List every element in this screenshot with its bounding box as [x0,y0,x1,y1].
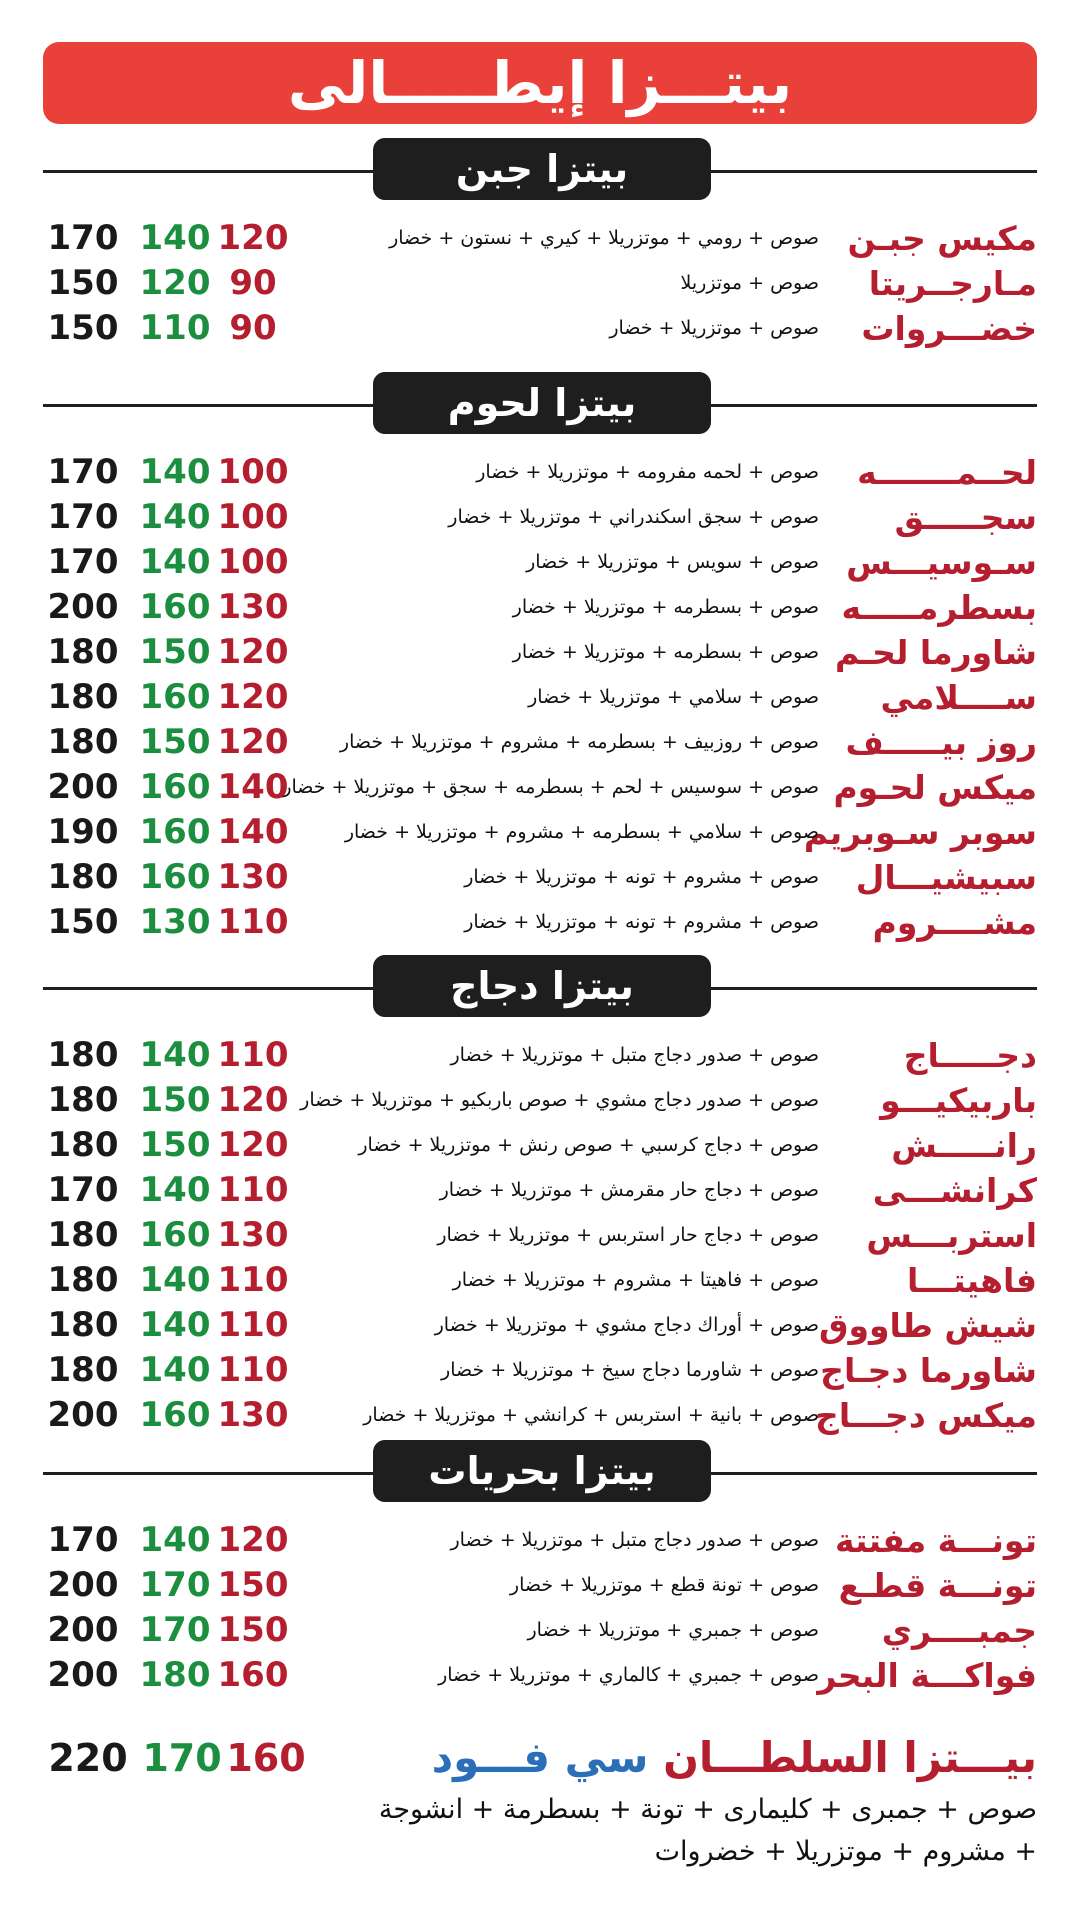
price-medium: 140 [139,1350,211,1390]
price-medium: 140 [139,542,211,582]
item-description: صوص + صدور دجاج متبل + موتزريلا + خضار [450,1044,819,1066]
menu-item [43,855,1037,900]
price-large: 170 [47,542,119,582]
price-medium: 160 [139,587,211,627]
price-large: 180 [47,1305,119,1345]
menu-item [43,1303,1037,1348]
price-large: 150 [47,263,119,303]
price-medium: 170 [139,1565,211,1605]
item-name: مكيس جبـن [847,219,1037,258]
item-description: صوص + صدور دجاج مشوي + صوص باربكيو + موتزريلا + خضار [300,1089,819,1111]
price-small: 140 [217,812,289,852]
item-name: ميكس دجـــاج [815,1396,1037,1435]
price-medium: 150 [139,1125,211,1165]
menu-section [43,372,1037,945]
price-large: 150 [47,902,119,942]
menu-item [43,810,1037,855]
price-small: 100 [217,497,289,537]
special-price-medium: 170 [142,1736,222,1780]
price-small: 160 [217,1655,289,1695]
item-name: فواكـــة البحر [817,1656,1037,1695]
price-medium: 120 [139,263,211,303]
item-name: استربـــس [866,1216,1037,1255]
price-large: 170 [47,497,119,537]
item-description: صوص + موتزريلا + خضار [609,317,819,339]
price-medium: 140 [139,1305,211,1345]
section-title: بيتزا بحريات [373,1440,711,1502]
menu-item [43,720,1037,765]
price-medium: 140 [139,452,211,492]
price-large: 200 [47,1395,119,1435]
item-name: كرانشـــى [872,1171,1037,1210]
item-name: تونـــة مفتتة [835,1521,1037,1560]
item-description: صوص + شاورما دجاج سيخ + موتزريلا + خضار [441,1359,819,1381]
price-large: 200 [47,767,119,807]
price-medium: 140 [139,1260,211,1300]
item-description: صوص + دجاج كرسبي + صوص رنش + موتزريلا + خضار [358,1134,819,1156]
price-medium: 140 [139,218,211,258]
price-large: 180 [47,1260,119,1300]
item-name: مشــــروم [872,903,1037,942]
item-description: صوص + سجق اسكندراني + موتزريلا + خضار [448,506,819,528]
price-medium: 150 [139,1080,211,1120]
price-small: 120 [217,1520,289,1560]
price-medium: 160 [139,857,211,897]
item-description: صوص + صدور دجاج متبل + موتزريلا + خضار [450,1529,819,1551]
menu-item [43,1078,1037,1123]
price-large: 200 [47,587,119,627]
price-small: 110 [217,902,289,942]
special-desc-line2: + مشروم + موتزريلا + خضروات [654,1836,1037,1867]
item-name: بسطرمـــــه [841,588,1037,627]
item-name: سـوسيـــس [846,543,1037,582]
item-description: صوص + فاهيتا + مشروم + موتزريلا + خضار [452,1269,819,1291]
price-large: 170 [47,1520,119,1560]
item-name: شاورما لحـم [835,633,1037,672]
price-medium: 160 [139,1395,211,1435]
item-description: صوص + رومي + موتزريلا + كيري + نستون + خضار [389,227,819,249]
price-small: 110 [217,1035,289,1075]
menu-item [43,450,1037,495]
item-description: صوص + جمبري + كالماري + موتزريلا + خضار [438,1664,819,1686]
item-name: سوبر سـوبريم [803,813,1037,852]
price-medium: 160 [139,767,211,807]
price-large: 200 [47,1610,119,1650]
price-medium: 110 [139,308,211,348]
menu-item [43,630,1037,675]
menu-item [43,1393,1037,1438]
price-small: 120 [217,677,289,717]
menu-item [43,1258,1037,1303]
price-medium: 170 [139,1610,211,1650]
item-name: شيش طاووق [818,1306,1037,1345]
menu-title-banner [43,42,1037,124]
price-small: 110 [217,1260,289,1300]
price-large: 170 [47,452,119,492]
price-small: 130 [217,1395,289,1435]
price-small: 130 [217,587,289,627]
item-name: تونـــة قطـع [838,1566,1037,1605]
price-medium: 160 [139,1215,211,1255]
price-medium: 150 [139,722,211,762]
item-name: ميكس لحـوم [833,768,1037,807]
price-small: 140 [217,767,289,807]
price-small: 130 [217,857,289,897]
menu-item [43,216,1037,261]
price-large: 150 [47,308,119,348]
price-small: 110 [217,1350,289,1390]
menu-item [43,585,1037,630]
price-small: 110 [217,1305,289,1345]
item-name: خضـــروات [861,309,1037,348]
menu-item [43,540,1037,585]
price-small: 120 [217,218,289,258]
menu-item [43,261,1037,306]
item-name: جمبــــري [881,1611,1037,1650]
special-price-large: 220 [48,1736,128,1780]
price-large: 200 [47,1655,119,1695]
price-large: 170 [47,1170,119,1210]
price-medium: 150 [139,632,211,672]
item-name: رانـــــش [891,1126,1037,1165]
price-large: 180 [47,677,119,717]
item-description: صوص + لحمه مفرومه + موتزريلا + خضار [476,461,819,483]
menu-item [43,1608,1037,1653]
menu-title: بيتـــزا إيطـــــالى [287,49,793,117]
price-large: 180 [47,1350,119,1390]
section-title: بيتزا دجاج [373,955,711,1017]
price-small: 120 [217,632,289,672]
special-title-red: بيـــتزا السلطـــان [663,1733,1037,1782]
item-description: صوص + جمبري + موتزريلا + خضار [527,1619,819,1641]
section-title: بيتزا لحوم [373,372,711,434]
price-medium: 140 [139,497,211,537]
price-medium: 140 [139,1170,211,1210]
price-small: 130 [217,1215,289,1255]
item-description: صوص + سلامي + موتزريلا + خضار [528,686,819,708]
item-name: دجـــــاج [903,1036,1037,1075]
item-name: سجـــــق [894,498,1037,537]
menu-item [43,1033,1037,1078]
item-description: صوص + مشروم + تونه + موتزريلا + خضار [464,911,819,933]
menu-item [43,765,1037,810]
menu-item [43,1123,1037,1168]
menu-item [43,306,1037,351]
price-large: 170 [47,218,119,258]
price-small: 120 [217,722,289,762]
special-price-small: 160 [226,1736,306,1780]
menu-item [43,1563,1037,1608]
item-description: صوص + موتزريلا [680,272,819,294]
price-small: 120 [217,1080,289,1120]
special-title [432,1728,1037,1788]
item-description: صوص + سلامي + بسطرمه + مشروم + موتزريلا + خضار [344,821,819,843]
special-title-blue: سي فـــود [431,1733,649,1782]
item-description: صوص + دجاج حار استربس + موتزريلا + خضار [437,1224,819,1246]
item-description: صوص + روزبيف + بسطرمه + مشروم + موتزريلا + خضار [339,731,819,753]
item-name: مـارجــريتا [868,264,1037,303]
item-description: صوص + مشروم + تونه + موتزريلا + خضار [464,866,819,888]
item-description: صوص + سوسيس + لحم + بسطرمه + سجق + موتزريلا + خضار [282,776,819,798]
price-medium: 160 [139,677,211,717]
menu-section [43,955,1037,1438]
item-name: روز بيـــــف [845,723,1037,762]
menu-section [43,138,1037,351]
item-name: سبيشيـــال [855,858,1037,897]
price-small: 150 [217,1565,289,1605]
item-name: لحــمـــــــه [857,453,1037,492]
price-large: 180 [47,1035,119,1075]
price-medium: 130 [139,902,211,942]
price-large: 180 [47,722,119,762]
price-large: 180 [47,1080,119,1120]
section-header [43,138,1037,202]
item-description: صوص + أوراك دجاج مشوي + موتزريلا + خضار [434,1314,819,1336]
item-name: فاهيتـــا [906,1261,1037,1300]
section-title: بيتزا جبن [373,138,711,200]
price-small: 110 [217,1170,289,1210]
menu-item [43,1653,1037,1698]
price-small: 100 [217,452,289,492]
price-large: 180 [47,857,119,897]
price-small: 100 [217,542,289,582]
section-header [43,372,1037,436]
price-large: 180 [47,1125,119,1165]
price-small: 90 [229,263,277,303]
price-medium: 140 [139,1520,211,1560]
menu-section [43,1440,1037,1698]
price-medium: 140 [139,1035,211,1075]
item-description: صوص + بسطرمه + موتزريلا + خضار [512,596,819,618]
price-small: 90 [229,308,277,348]
item-name: ســــلامي [880,678,1037,717]
item-description: صوص + بسطرمه + موتزريلا + خضار [512,641,819,663]
section-header [43,1440,1037,1504]
menu-item [43,1348,1037,1393]
menu-item [43,1518,1037,1563]
price-large: 190 [47,812,119,852]
item-description: صوص + بانية + استربس + كرانشي + موتزريلا + خضار [363,1404,819,1426]
menu-item [43,900,1037,945]
price-medium: 160 [139,812,211,852]
special-pizza [43,1728,1037,1898]
item-name: شاورما دجـاج [820,1351,1037,1390]
item-description: صوص + دجاج حار مقرمش + موتزريلا + خضار [439,1179,819,1201]
price-small: 150 [217,1610,289,1650]
item-description: صوص + تونة قطع + موتزريلا + خضار [509,1574,819,1596]
special-desc-line1: صوص + جمبرى + كليمارى + تونة + بسطرمة + انشوجة [378,1794,1037,1825]
menu-item [43,675,1037,720]
price-large: 180 [47,1215,119,1255]
section-header [43,955,1037,1019]
price-medium: 180 [139,1655,211,1695]
item-description: صوص + سويس + موتزريلا + خضار [526,551,819,573]
item-name: باربيكيـــو [880,1081,1037,1120]
price-small: 120 [217,1125,289,1165]
menu-item [43,495,1037,540]
price-large: 180 [47,632,119,672]
menu-item [43,1168,1037,1213]
menu-item [43,1213,1037,1258]
price-large: 200 [47,1565,119,1605]
